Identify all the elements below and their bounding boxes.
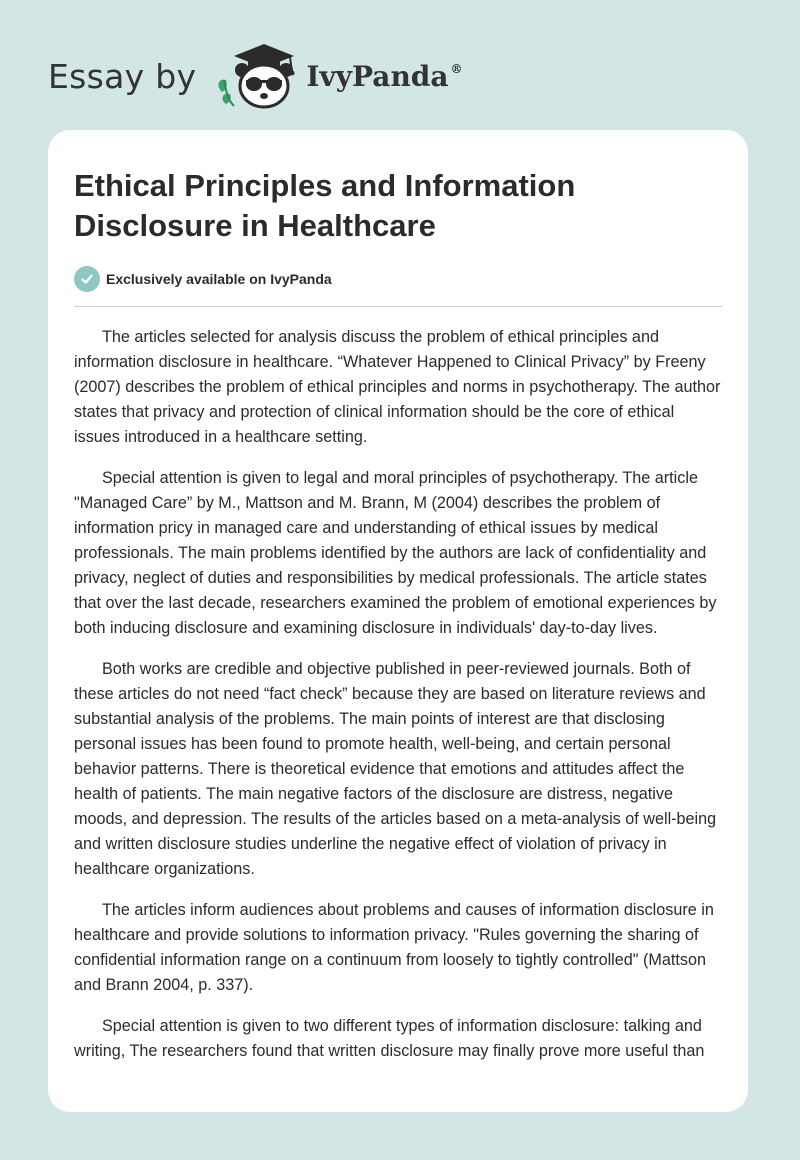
exclusive-badge-text: Exclusively available on IvyPanda bbox=[106, 271, 332, 287]
registered-mark: ® bbox=[450, 61, 463, 76]
page-title: Ethical Principles and Information Disclosure in Healthcare bbox=[74, 168, 576, 243]
brand-text: IvyPanda bbox=[306, 59, 449, 93]
article-body bbox=[74, 325, 722, 1064]
paragraph: Both works are credible and objective published in peer-reviewed journals. Both of these articles do not need “fact check” because they are based on literature reviews and substantial analysis of the problems. The main points of interest are that disclosing personal issues has been found to promote health, well-being, and certain personal behavior patterns. There is theoretical evidence that emotions and attitudes affect the health of patients. The main negative factors of the disclosure are distress, negative moods, and depression. The results of the articles based on a meta-analysis of well-being and written disclosure studies underline the negative effect of violation of privacy in healthcare organizations. bbox=[74, 660, 717, 878]
panda-graduate-icon[interactable] bbox=[212, 40, 300, 112]
divider bbox=[74, 306, 722, 307]
essay-card bbox=[48, 130, 748, 1112]
site-header bbox=[48, 36, 463, 116]
paragraph: The articles inform audiences about problems and causes of information disclosure in healthcare and provide solutions to information privacy. "Rules governing the sharing of confidential information range on a continuum from loosely to tightly controlled" (Mattson and Brann 2004, p. 337). bbox=[74, 901, 714, 994]
check-icon bbox=[74, 266, 100, 292]
brand-name[interactable] bbox=[306, 60, 462, 93]
paragraph: Special attention is given to two different types of information disclosure: talking and writing, The researchers found that written disclosure may finally prove more useful than bbox=[74, 1017, 705, 1060]
paragraph: Special attention is given to legal and moral principles of psychotherapy. The article "Managed Care” by M., Mattson and M. Brann, M (2004) describes the problem of information pricy in managed care and understanding of ethical issues by medical professionals. The main problems identified by the authors are lack of confidentiality and privacy, neglect of duties and responsibilities by medical professionals. The article states that over the last decade, researchers examined the problem of emotional experiences by both inducing disclosure and examining disclosure in individuals' day-to-day lives. bbox=[74, 469, 717, 637]
essay-by-label: Essay by bbox=[48, 56, 197, 96]
paragraph: The articles selected for analysis discuss the problem of ethical principles and information disclosure in healthcare. “Whatever Happened to Clinical Privacy” by Freeny (2007) describes the problem of ethical principles and norms in psychotherapy. The author states that privacy and protection of clinical information should be the core of ethical issues introduced in a healthcare setting. bbox=[74, 328, 721, 446]
exclusive-badge bbox=[74, 266, 722, 292]
